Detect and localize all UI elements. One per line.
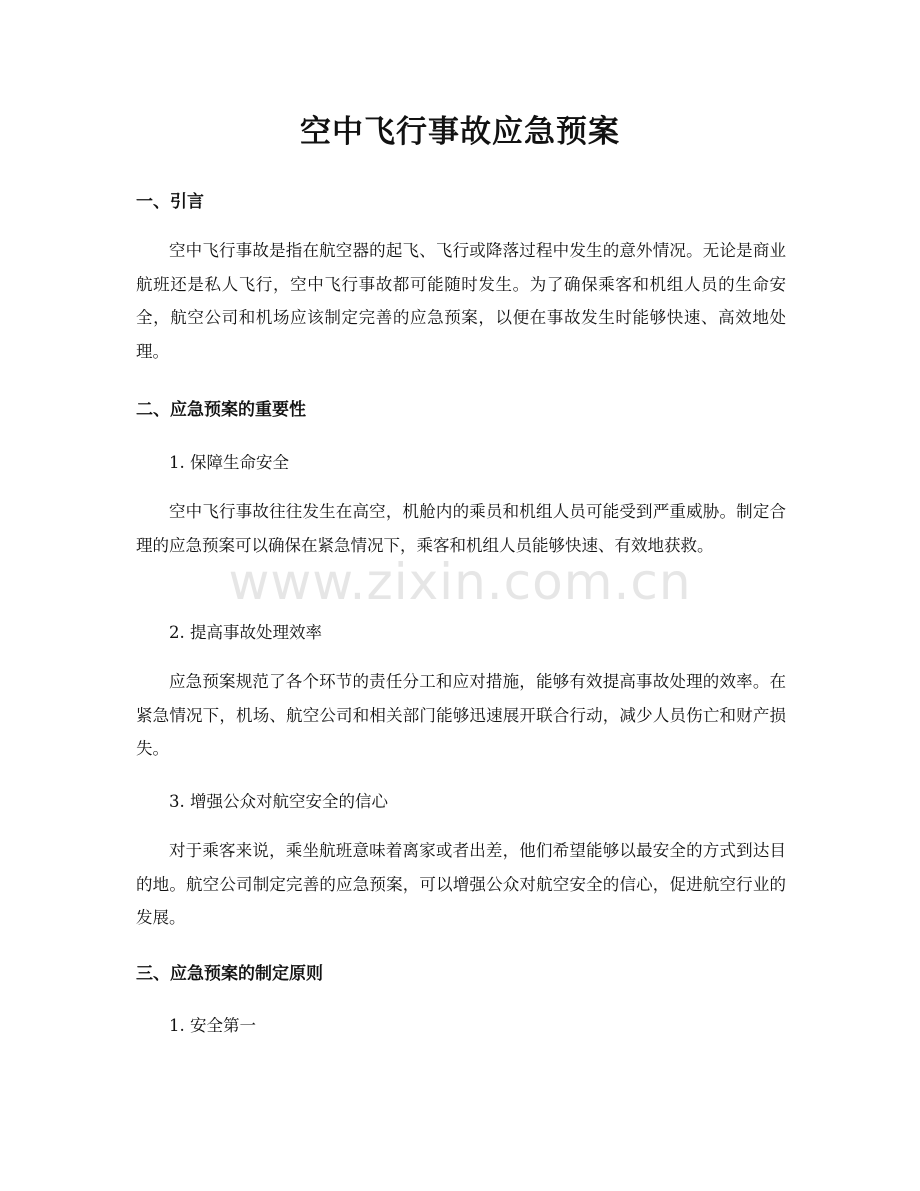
importance-item-2-title: 2. 提高事故处理效率	[169, 623, 322, 642]
document-title: 空中飞行事故应急预案	[300, 114, 620, 150]
importance-item-2-text: 应急预案规范了各个环节的责任分工和应对措施，能够有效提高事故处理的效率。在紧急情况下，机场、航空公司和相关部门能够迅速展开联合行动，减少人员伤亡和财产损失。	[136, 672, 786, 758]
principles-item-1-title: 1. 安全第一	[169, 1016, 256, 1035]
importance-item-3-text: 对于乘客来说，乘坐航班意味着离家或者出差，他们希望能够以最安全的方式到达目的地。航空公司制定完善的应急预案，可以增强公众对航空安全的信心，促进航空行业的发展。	[136, 841, 786, 927]
importance-item-1-title: 1. 保障生命安全	[169, 453, 289, 472]
importance-item-1-text: 空中飞行事故往往发生在高空，机舱内的乘员和机组人员可能受到严重威胁。制定合理的应急预案可以确保在紧急情况下，乘客和机组人员能够快速、有效地获救。	[136, 502, 786, 555]
section-heading-importance: 二、应急预案的重要性	[136, 400, 306, 420]
section-heading-introduction: 一、引言	[136, 192, 204, 212]
watermark-text: www.zixin.com.cn	[228, 553, 692, 611]
introduction-paragraph: 空中飞行事故是指在航空器的起飞、飞行或降落过程中发生的意外情况。无论是商业航班还是私人飞行，空中飞行事故都可能随时发生。为了确保乘客和机组人员的生命安全，航空公司和机场应该制定完善的应急预案，以便在事故发生时能够快速、高效地处理。	[136, 241, 786, 361]
importance-item-3-title: 3. 增强公众对航空安全的信心	[169, 792, 388, 811]
section-heading-principles: 三、应急预案的制定原则	[136, 964, 323, 984]
